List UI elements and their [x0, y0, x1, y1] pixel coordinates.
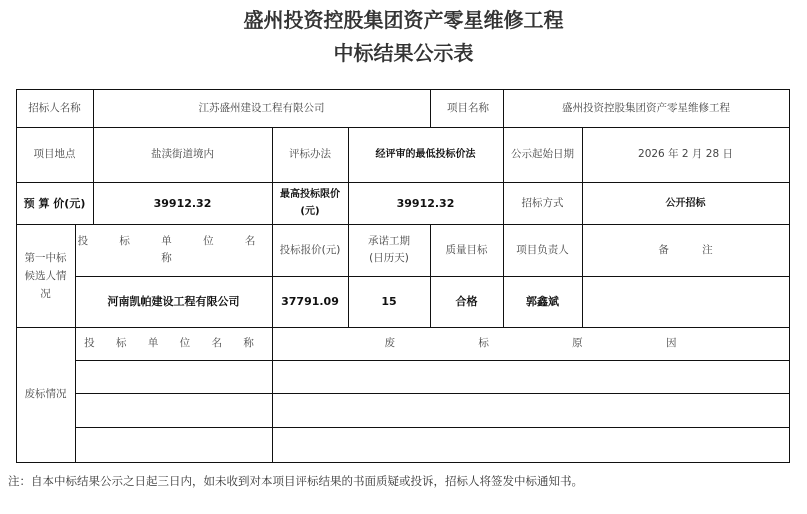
project-name-value: 盛州投资控股集团资产零星维修工程	[562, 101, 730, 114]
candidate-company: 河南凯帕建设工程有限公司	[107, 295, 240, 308]
location-value: 盐渎街道境内	[151, 148, 214, 160]
rejected-row-3-company	[75, 427, 272, 462]
tenderer-label: 招标人名称	[28, 101, 81, 114]
method-label: 招标方式	[521, 196, 564, 209]
max-price-label-line1: 最高投标限价	[280, 189, 340, 200]
publish-date-value: 2026 年 2 月 28 日	[638, 148, 733, 160]
max-price-label-line2: (元)	[300, 206, 320, 217]
header-manager: 项目负责人	[516, 243, 569, 256]
rejected-row-1-reason	[272, 360, 789, 393]
rejected-row-3-reason	[272, 427, 789, 462]
rejected-row-1-company	[75, 360, 272, 393]
candidate-section-text: 第一中标候选人情况	[24, 251, 67, 300]
budget-label: 预 算 价(元)	[23, 196, 86, 210]
candidate-period: 15	[381, 295, 397, 308]
rejected-row-2-company	[75, 393, 272, 427]
tenderer-value: 江苏盛州建设工程有限公司	[198, 101, 325, 114]
candidate-bid-price: 37791.09	[281, 295, 339, 308]
method-value: 公开招标	[665, 197, 706, 209]
eval-method-value: 经评审的最低投标价法	[375, 149, 476, 160]
header-company: 投 标 单 位 名 称	[77, 235, 270, 264]
rejected-header-company: 投 标 单 位 名 称	[84, 337, 263, 349]
header-remarks: 备 注	[658, 243, 713, 256]
candidate-section-label	[16, 224, 75, 327]
publish-date-label: 公示起始日期	[511, 148, 574, 160]
rejected-header-reason: 废 标 原 因	[384, 337, 677, 349]
header-period	[348, 224, 430, 276]
footnote: 注：自本中标结果公示之日起三日内，如未收到对本项目评标结果的书面质疑或投诉，招标人将签发中标通知书。	[8, 474, 583, 488]
header-quality: 质量目标	[445, 243, 488, 256]
table-border-right	[789, 89, 790, 463]
eval-method-label: 评标办法	[289, 148, 331, 160]
candidate-manager: 郭鑫斌	[526, 295, 559, 308]
header-period-line2: (日历天)	[369, 252, 409, 264]
header-period-line1: 承诺工期	[368, 235, 410, 247]
document-subtitle: 中标结果公示表	[333, 41, 474, 65]
location-label: 项目地点	[33, 148, 76, 160]
max-price-label	[272, 182, 348, 224]
max-price-value: 39912.32	[396, 196, 455, 210]
table-border-bottom	[16, 462, 790, 463]
document-title: 盛州投资控股集团资产零星维修工程	[243, 8, 564, 32]
candidate-quality: 合格	[455, 295, 478, 308]
project-name-label: 项目名称	[447, 101, 489, 114]
rejected-row-2-reason	[272, 393, 789, 427]
header-bid-price: 投标报价(元)	[279, 243, 341, 256]
candidate-remarks	[582, 276, 789, 327]
budget-value: 39912.32	[153, 196, 212, 210]
rejected-section-label: 废标情况	[24, 388, 67, 400]
